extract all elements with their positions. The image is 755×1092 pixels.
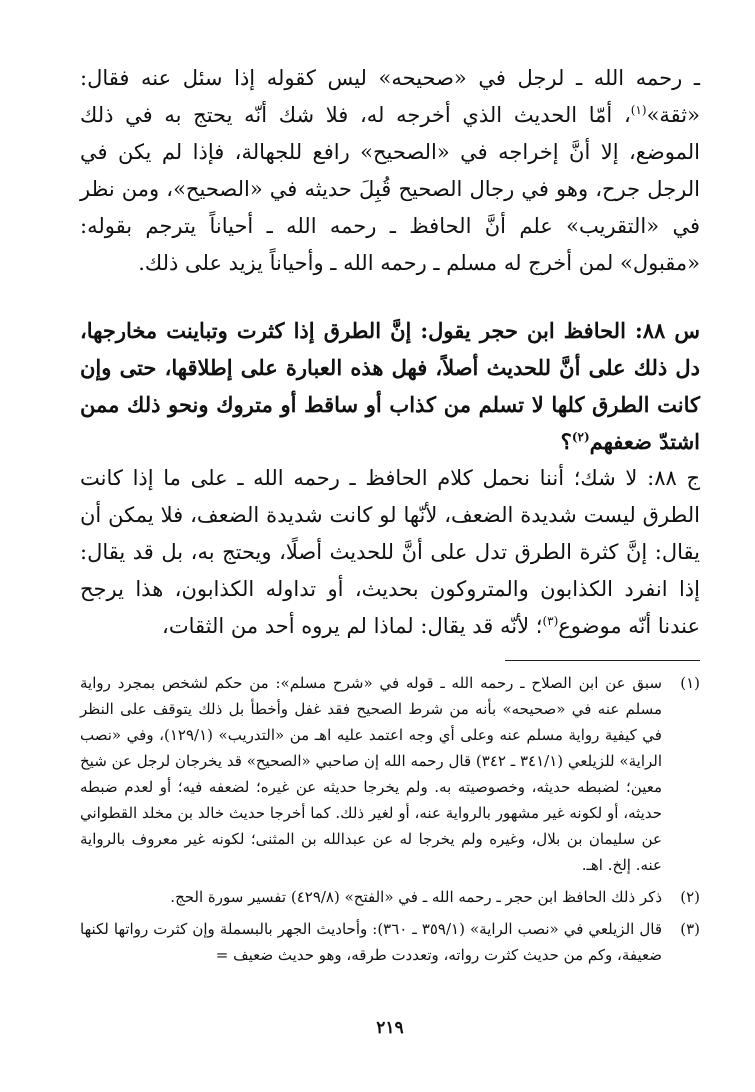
answer-text-continued: ؛ لأنّه قد يقال: لماذا لم يروه أحد من الثقات، [162, 614, 543, 638]
question-paragraph [80, 312, 700, 460]
footnote-number: (٣) [680, 920, 700, 938]
intro-text-continued: ، أمّا الحديث الذي أخرجه له، فلا شك أنّه يحتج به في ذلك الموضع، إلا أنَّ إخراجه في «الصحيح» رافع للجهالة، فإذا لم يكن في الرجل جرح، وهو في رجال الصحيح قُبِلَ حديثه في «الصحيح»، ومن نظر في «التقريب» علم أنَّ الحافظ ـ رحمه الله ـ أحياناً يترجم بقوله: «مقبول» لمن أخرج له مسلم ـ رحمه الله ـ وأحياناً يزيد على ذلك. [80, 103, 700, 275]
footnote-number: (١) [680, 674, 700, 692]
footnote-text: سبق عن ابن الصلاح ـ رحمه الله ـ قوله في «شرح مسلم»: من حكم لشخص بمجرد رواية مسلم عنه في «صحيحه» بأنه من شرط الصحيح فقد غفل وأخطأ بل ذلك يتوقف على النظر في كيفية رواية مسلم عنه وعلى أي وجه اعتمد عليه اهـ من «التدريب» (١٢٩/١)، وفي «نصب الراية» للزيلعي (٣٤١/١ ـ ٣٤٢) قال رحمه الله إن صاحبي «الصحيح» قد يخرجان لرجل عن شيخ معين؛ لضبطه حديثه، وخصوصيته به. ولم يخرجا حديثه عن غيره؛ لضعفه فيه؛ أو لعدم ضبطه حديثه، أو لكونه غير مشهور بالرواية عنه، أو لغير ذلك. كما أخرجا حديث خالد بن مخلد القطواني عن سليمان بن بلال، وغيره ولم يخرجا له عن عبدالله بن المثنى؛ لكونه غير معروف بالرواية عنه. إلخ. اهـ. [80, 674, 662, 874]
answer-text: ج ٨٨: لا شك؛ أننا نحمل كلام الحافظ ـ رحمه الله ـ على ما إذا كانت الطرق ليست شديدة الضعف، لأنّها لو كانت شديدة الضعف، فلا يمكن أن يقال: إنَّ كثرة الطرق تدل على أنَّ للحديث أصلًا، ويحتج به، بل قد يقال: إذا انفرد الكذابون والمتروكون بحديث، أو تداوله الكذابون، هذا يرجح عندنا أنّه موضوع [80, 466, 701, 638]
document-page [80, 0, 700, 1092]
question-text: س ٨٨: الحافظ ابن حجر يقول: إنَّ الطرق إذا كثرت وتباينت مخارجها، دل ذلك على أنَّ للحديث أصلاً، فهل هذه العبارة على إطلاقها، حتى وإن كانت الطرق كلها لا تسلم من كذاب أو ساقط أو متروك ونحو ذلك ممن اشتدّ ضعفهم [80, 318, 700, 454]
intro-paragraph [80, 60, 700, 282]
intro-text: ـ رحمه الله ـ لرجل في «صحيحه» ليس كقوله إذا سئل عنه فقال: «ثقة» [80, 66, 700, 127]
answer-paragraph [80, 460, 700, 645]
footnote-ref-1[interactable]: (١) [630, 103, 647, 117]
footnote-1 [80, 670, 700, 878]
footnote-ref-2[interactable]: (٢) [571, 430, 590, 444]
footnote-divider [505, 660, 700, 661]
footnote-2 [80, 884, 700, 910]
footnote-text: ذكر ذلك الحافظ ابن حجر ـ رحمه الله ـ في «الفتح» (٤٢٩/٨) تفسير سورة الحج. [170, 888, 662, 906]
page-number: ٢١٩ [376, 1018, 404, 1038]
footnote-ref-3[interactable]: (٣) [542, 614, 559, 628]
footnote-3 [80, 916, 700, 968]
footnote-text: قال الزيلعي في «نصب الراية» (٣٥٩/١ ـ ٣٦٠): وأحاديث الجهر بالبسملة وإن كثرت رواتها لكنها ضعيفة، وكم من حديث كثرت رواته، وتعددت طرقه، وهو حديث ضعيف = [80, 920, 662, 964]
footnote-number: (٢) [680, 888, 700, 906]
question-end: ؟ [560, 429, 572, 454]
footnotes-section [80, 670, 700, 974]
